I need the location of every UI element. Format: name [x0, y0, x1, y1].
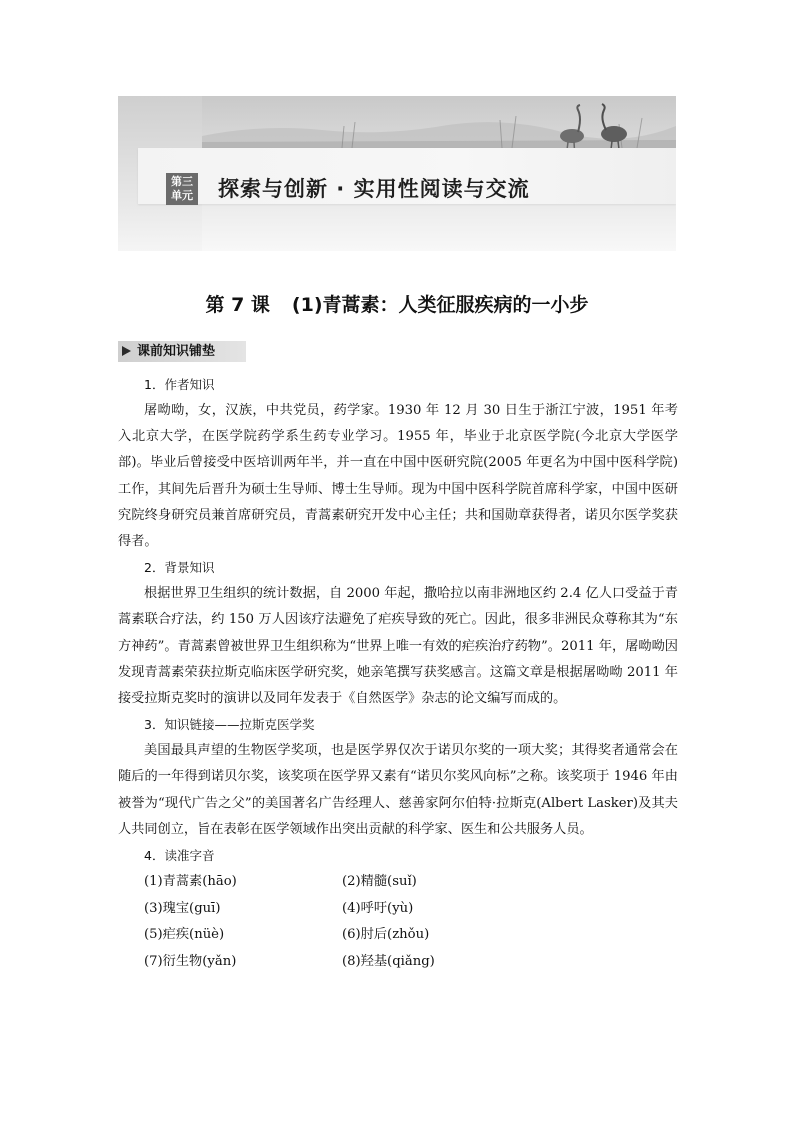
item-heading: 3．知识链接——拉斯克医学奖: [144, 717, 315, 733]
pronunciation-entry: (7)衍生物(yǎn): [144, 953, 237, 969]
section-label: 课前知识铺垫: [137, 344, 216, 359]
unit-badge: [166, 173, 198, 205]
item-text: 美国最具声望的生物医学奖项，也是医学界仅次于诺贝尔奖的一项大奖；其得奖者通常会在随后的一年得到诺贝尔奖，该奖项在医学界又素有“诺贝尔奖风向标”之称。该奖项于 1946 年由被誉为“现代广告之父”的美国著名广告经理人、慈善家阿尔伯特·拉斯克(Albert Lasker)及其夫人共同创立，旨在表彰在医学领域作出突出贡献的科学家、医生和公共服务人员。: [118, 743, 678, 837]
pronunciation-entry: (6)肘后(zhǒu): [342, 927, 430, 943]
arrow-right-icon: [122, 346, 131, 356]
item-text: 屠呦呦，女，汉族，中共党员，药学家。1930 年 12 月 30 日生于浙江宁波，1951 年考入北京大学，在医学院药学系生药专业学习。1955 年，毕业于北京医学院(今北京大学医学部)。毕业后曾接受中医培训两年半，并一直在中国中医研究院(2005 年更名为中国中医科学院)工作，其间先后晋升为硕士生导师、博士生导师。现为中国中医科学院首席科学家，中国中医研究院终身研究员兼首席研究员，青蒿素研究开发中心主任；共和国勋章获得者，诺贝尔医学奖获得者。: [118, 403, 678, 550]
pronunciation-heading: 4．读准字音: [144, 848, 215, 864]
lesson-title: [0, 290, 794, 317]
item-heading: 2．背景知识: [144, 560, 215, 576]
pronunciation-entry: (8)羟基(qiǎng): [342, 953, 435, 969]
lesson-number: 第 7 课: [205, 294, 270, 316]
pronunciation-list: [118, 869, 678, 975]
pronunciation-entry: (4)呼吁(yù): [342, 900, 414, 916]
unit-badge-line2: 单元: [171, 189, 193, 202]
pronunciation-entry: (3)瑰宝(guī): [144, 900, 221, 916]
pronunciation-entry: (1)青蒿素(hāo): [144, 874, 237, 890]
lesson-name: (1)青蒿素：人类征服疾病的一小步: [291, 294, 589, 316]
item-heading: 1．作者知识: [144, 377, 215, 392]
section-tag: [118, 341, 246, 362]
unit-badge-line1: 第三: [171, 175, 193, 188]
pronunciation-entry: (5)疟疾(nüè): [144, 927, 225, 943]
lesson-content: [118, 372, 678, 975]
item-text: 根据世界卫生组织的统计数据，自 2000 年起，撒哈拉以南非洲地区约 2.4 亿人口受益于青蒿素联合疗法，约 150 万人因该疗法避免了疟疾导致的死亡。因此，很多非洲民众尊称其为“东方神药”。青蒿素曾被世界卫生组织称为“世界上唯一有效的疟疾治疗药物”。2011 年，屠呦呦因发现青蒿素荣获拉斯克临床医学研究奖，她亲笔撰写获奖感言。这篇文章是根据屠呦呦 2011 年接受拉斯克奖时的演讲以及同年发表于《自然医学》杂志的论文编写而成的。: [118, 586, 678, 707]
pronunciation-entry: (2)精髓(suǐ): [342, 874, 417, 890]
unit-title: 探索与创新 · 实用性阅读与交流: [218, 177, 530, 201]
